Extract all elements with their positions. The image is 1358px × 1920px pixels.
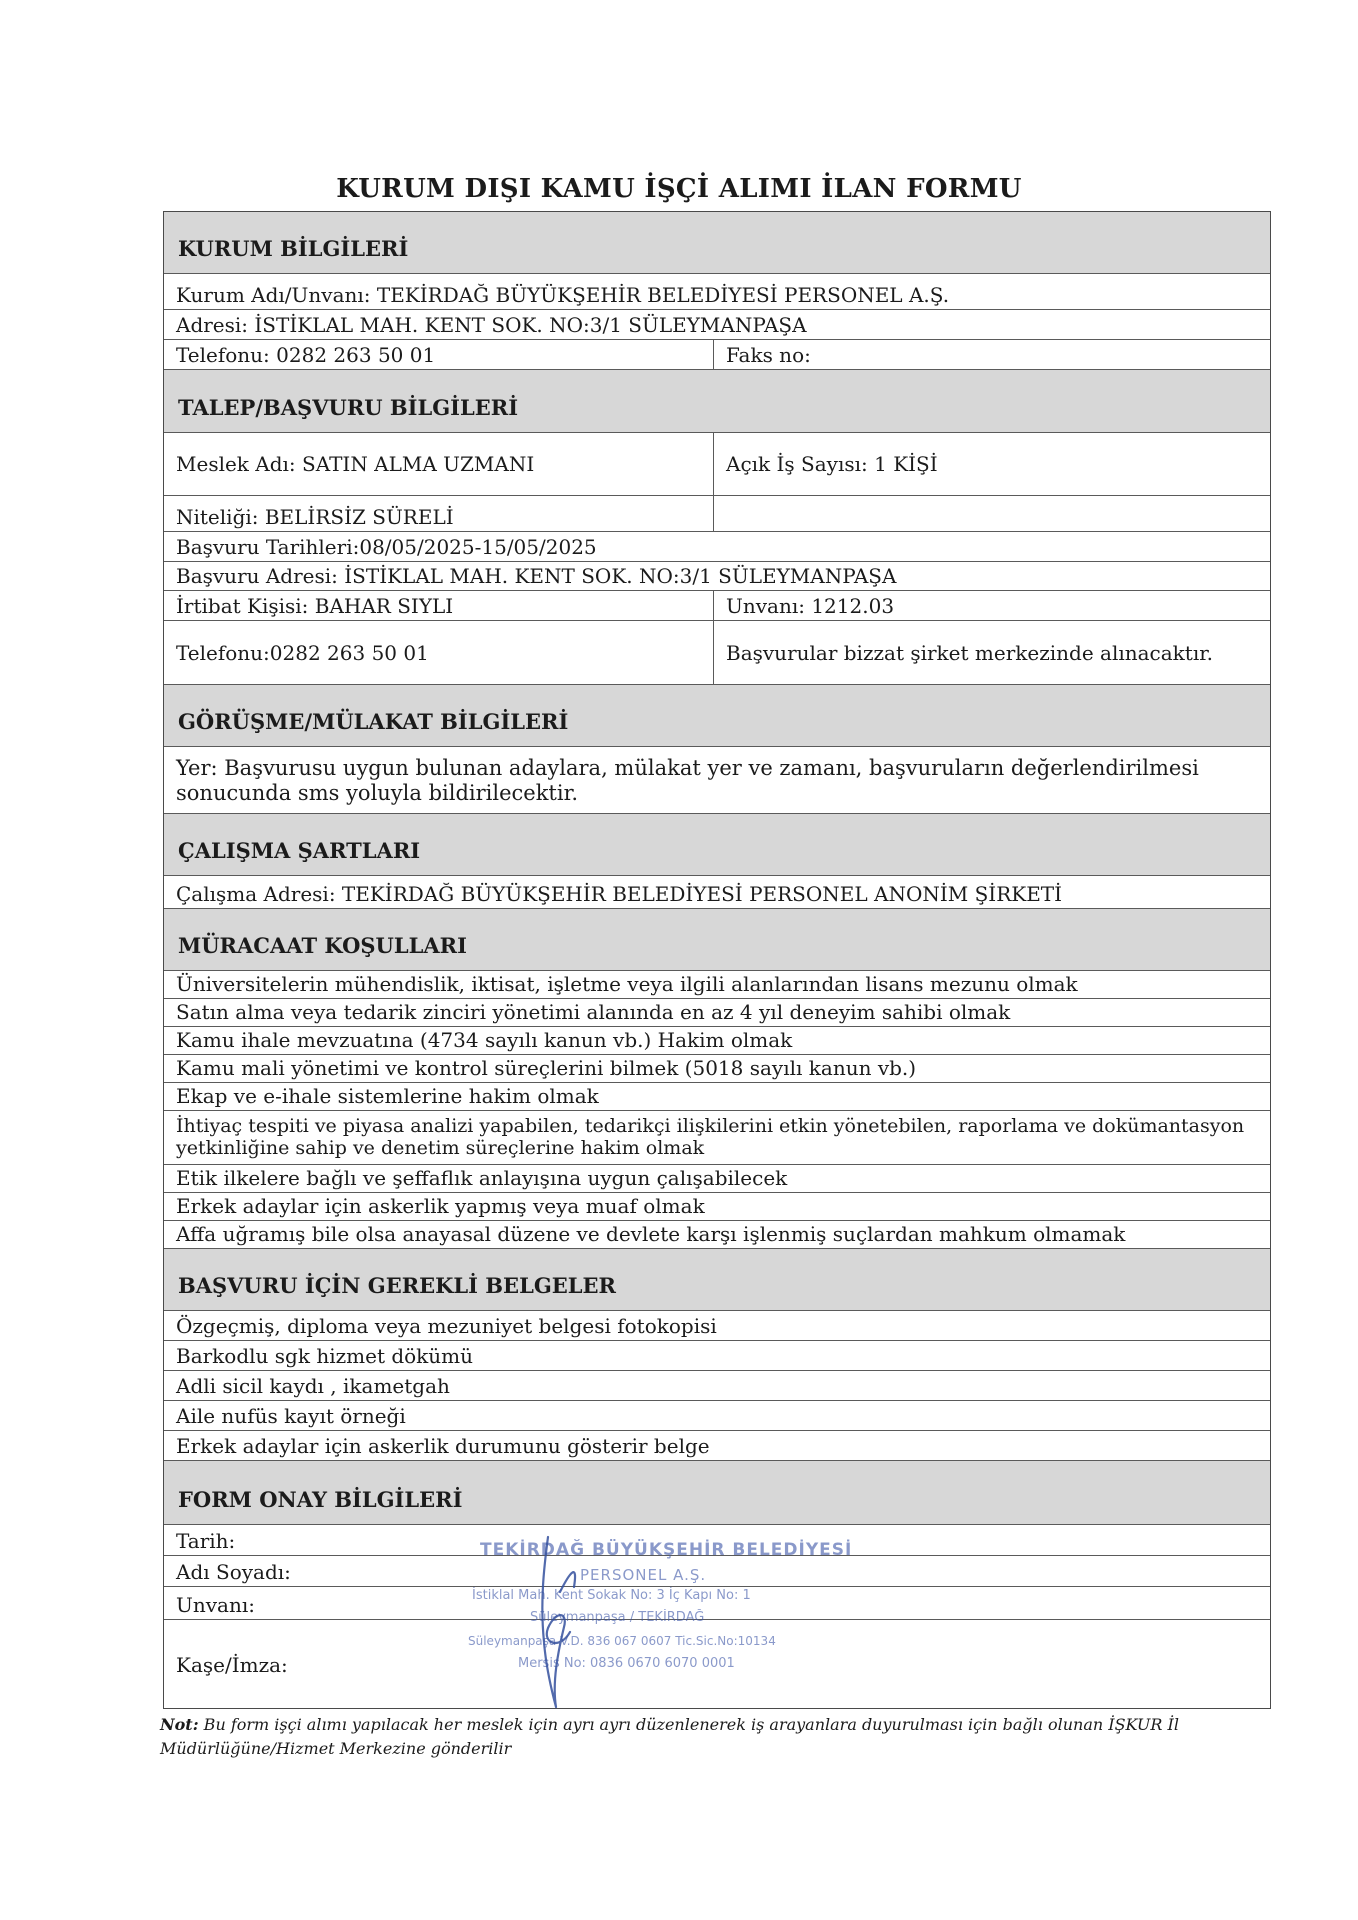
section-title: ÇALIŞMA ŞARTLARI [178, 838, 421, 863]
nitelik: Niteliği: BELİRSİZ SÜRELİ [176, 505, 454, 529]
stamp-line: Süleymanpaşa / TEKİRDAĞ [530, 1610, 705, 1625]
section-calisma-header [164, 813, 1270, 875]
work-address: Çalışma Adresi: TEKİRDAĞ BÜYÜKŞEHİR BELEDİYESİ PERSONEL ANONİM ŞİRKETİ [176, 882, 1063, 906]
contact-phone: Telefonu:0282 263 50 01 [176, 640, 429, 665]
requirement-item: Ekap ve e-ihale sistemlerine hakim olmak [176, 1084, 599, 1108]
document-item: Erkek adaylar için askerlik durumunu gösterir belge [176, 1434, 710, 1458]
requirement-item: Kamu mali yönetimi ve kontrol süreçlerini bilmek (5018 sayılı kanun vb.) [176, 1056, 917, 1080]
interview-location: Yer: Başvurusu uygun bulunan adaylara, mülakat yer ve zamanı, başvuruların değerlendirilmesi sonucunda sms yoluyla bildirilecektir. [176, 756, 1199, 805]
document-row [164, 1310, 1270, 1340]
talep-nitelik-row [164, 495, 1270, 531]
application-note: Başvurular bizzat şirket merkezinde alınacaktır. [726, 640, 1213, 665]
kurum-name-row [164, 273, 1270, 309]
footer-note [160, 1713, 1180, 1761]
document-row [164, 1400, 1270, 1430]
requirement-row [164, 1082, 1270, 1110]
talep-address-row [164, 561, 1270, 590]
gorusme-yer-row [164, 746, 1270, 813]
section-title: TALEP/BAŞVURU BİLGİLERİ [178, 395, 519, 420]
requirement-item: Etik ilkelere bağlı ve şeffaflık anlayışına uygun çalışabilecek [176, 1166, 788, 1190]
requirement-row [164, 998, 1270, 1026]
section-title: BAŞVURU İÇİN GEREKLİ BELGELER [178, 1273, 616, 1298]
job-posting-form [163, 211, 1271, 1709]
requirement-row [164, 1192, 1270, 1220]
open-positions: Açık İş Sayısı: 1 KİŞİ [726, 452, 938, 476]
section-gorusme-header [164, 684, 1270, 746]
requirement-item: Üniversitelerin mühendislik, iktisat, işletme veya ilgili alanlarından lisans mezunu olmak [176, 972, 1078, 996]
section-belgeler-header [164, 1248, 1270, 1310]
section-title: FORM ONAY BİLGİLERİ [178, 1487, 463, 1512]
document-item: Adli sicil kaydı , ikametgah [176, 1374, 450, 1398]
approval-stamp-label: Kaşe/İmza: [176, 1653, 288, 1677]
approval-name-row [164, 1555, 1270, 1586]
kurum-contact-row [164, 339, 1270, 369]
requirement-row [164, 1164, 1270, 1192]
application-address: Başvuru Adresi: İSTİKLAL MAH. KENT SOK. NO:3/1 SÜLEYMANPAŞA [176, 564, 897, 588]
section-title: GÖRÜŞME/MÜLAKAT BİLGİLERİ [178, 709, 569, 734]
approval-date-label: Tarih: [176, 1529, 236, 1553]
kurum-address: Adresi: İSTİKLAL MAH. KENT SOK. NO:3/1 SÜLEYMANPAŞA [176, 313, 807, 337]
section-title: KURUM BİLGİLERİ [178, 236, 409, 261]
requirement-item: Satın alma veya tedarik zinciri yönetimi alanında en az 4 yıl deneyim sahibi olmak [176, 1000, 1011, 1024]
requirement-row [164, 1110, 1270, 1164]
kurum-fax: Faks no: [726, 343, 811, 367]
requirement-row [164, 1054, 1270, 1082]
contact-person: İrtibat Kişisi: BAHAR SIYLI [176, 594, 454, 618]
section-onay-header [164, 1460, 1270, 1524]
approval-stamp-row [164, 1619, 1270, 1710]
approval-title-row [164, 1586, 1270, 1619]
document-row [164, 1340, 1270, 1370]
note-label: Not: [160, 1715, 199, 1734]
requirement-item: İhtiyaç tespiti ve piyasa analizi yapabilen, tedarikçi ilişkilerini etkin yönetebilen, raporlama ve dokümantasyon yetkinliğine sahip ve denetim süreçlerine hakim olmak [176, 1115, 1245, 1159]
approval-name-label: Adı Soyadı: [176, 1560, 291, 1584]
requirement-item: Erkek adaylar için askerlik yapmış veya muaf olmak [176, 1194, 705, 1218]
document-item: Barkodlu sgk hizmet dökümü [176, 1344, 474, 1368]
requirement-row [164, 1220, 1270, 1248]
requirement-row [164, 1026, 1270, 1054]
section-talep-header [164, 369, 1270, 432]
application-dates: Başvuru Tarihleri:08/05/2025-15/05/2025 [176, 535, 597, 559]
requirement-item: Kamu ihale mevzuatına (4734 sayılı kanun vb.) Hakim olmak [176, 1028, 793, 1052]
kurum-address-row [164, 309, 1270, 339]
approval-title-label: Unvanı: [176, 1593, 255, 1617]
stamp-line: Mersis No: 0836 0670 6070 0001 [518, 1656, 735, 1671]
stamp-line: PERSONEL A.Ş. [580, 1566, 707, 1584]
talep-contact-row [164, 590, 1270, 620]
meslek-name: Meslek Adı: SATIN ALMA UZMANI [176, 452, 535, 476]
form-title: KURUM DIŞI KAMU İŞÇİ ALIMI İLAN FORMU [336, 174, 1022, 204]
note-text: Bu form işçi alımı yapılacak her meslek için ayrı ayrı düzenlenerek iş arayanlara duyurulması için bağlı olunan İŞKUR İl Müdürlüğüne/Hizmet Merkezine gönderilir [160, 1715, 1179, 1758]
document-item: Özgeçmiş, diploma veya mezuniyet belgesi fotokopisi [176, 1314, 717, 1338]
talep-phone-row [164, 620, 1270, 684]
requirement-item: Affa uğramış bile olsa anayasal düzene ve devlete karşı işlenmiş suçlardan mahkum olmamak [176, 1222, 1126, 1246]
talep-dates-row [164, 531, 1270, 561]
section-kurum-header [164, 212, 1270, 273]
section-muracaat-header [164, 908, 1270, 970]
document-row [164, 1370, 1270, 1400]
requirement-row [164, 970, 1270, 998]
stamp-line: Süleymanpaşa V.D. 836 067 0607 Tic.Sic.No:10134 [468, 1634, 776, 1648]
approval-date-row [164, 1524, 1270, 1555]
talep-meslek-row [164, 432, 1270, 495]
calisma-address-row [164, 875, 1270, 908]
kurum-phone: Telefonu: 0282 263 50 01 [176, 343, 436, 367]
document-item: Aile nufüs kayıt örneği [176, 1404, 406, 1428]
stamp-line: İstiklal Mah. Kent Sokak No: 3 İç Kapı No: 1 [472, 1588, 751, 1603]
document-row [164, 1430, 1270, 1460]
kurum-name: Kurum Adı/Unvanı: TEKİRDAĞ BÜYÜKŞEHİR BELEDİYESİ PERSONEL A.Ş. [176, 283, 950, 307]
stamp-line: TEKİRDAĞ BÜYÜKŞEHİR BELEDİYESİ [480, 1540, 853, 1560]
contact-title: Unvanı: 1212.03 [726, 594, 895, 618]
section-title: MÜRACAAT KOŞULLARI [178, 933, 467, 958]
